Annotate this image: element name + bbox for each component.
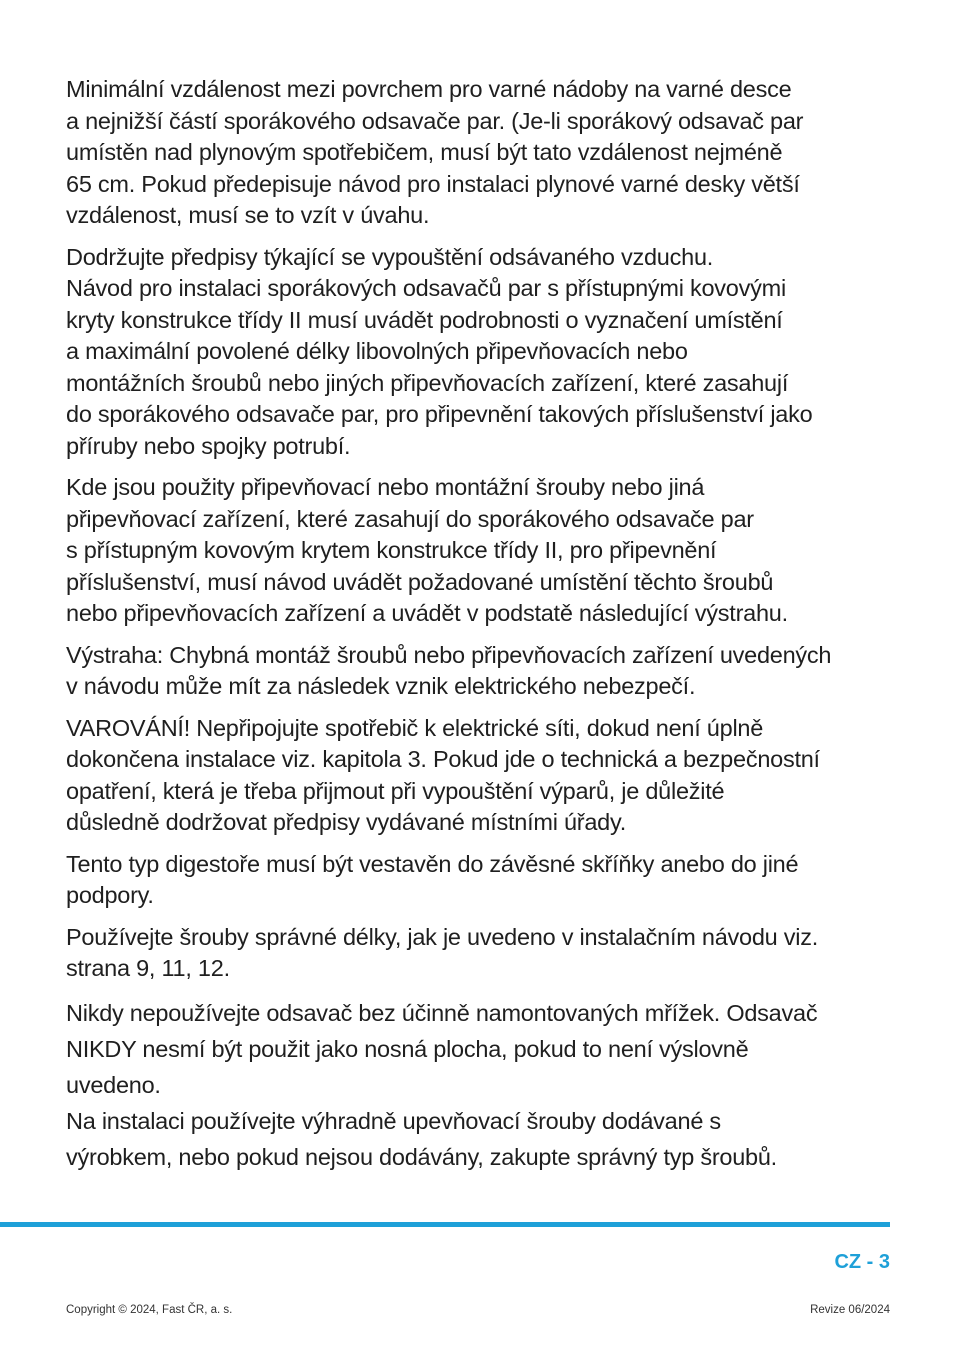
revision-label: Revize 06/2024 <box>810 1304 890 1316</box>
paragraph-warning-electric: Výstraha: Chybná montáž šroubů nebo připevňovacích zařízení uvedených v návodu může mít za následek vznik elektrického nebezpečí. <box>66 641 832 699</box>
paragraph-min-distance: Minimální vzdálenost mezi povrchem pro varné nádoby na varné desce a nejnižší částí sporákového odsavače par. (Je-li sporákový odsavač par umístěn nad plynovým spotřebičem, musí být tato vzdálenost nejméně 65 cm. Pokud předepisuje návod pro instalaci plynové varné desky větší vzdálenost, musí se to vzít v úvahu. <box>66 76 804 228</box>
paragraph-fixing-screws: Kde jsou použity připevňovací nebo montážní šrouby nebo jiná připevňovací zařízení, které zasahují do sporákového odsavače par s přístupným kovovým krytem konstrukce třídy II, pro připevnění příslušenství, musí návod uvádět požadované umístění těchto šroubů nebo připevňovacích zařízení a uvádět v podstatě následující výstrahu. <box>66 474 788 626</box>
paragraph-cabinet-mount: Tento typ digestoře musí být vestavěn do závěsné skříňky anebo do jiné podpory. <box>66 850 799 908</box>
paragraph-screw-length: Používejte šrouby správné délky, jak je uvedeno v instalačním návodu viz. strana 9, 11, 12. <box>66 923 819 981</box>
copyright-notice: Copyright © 2024, Fast ČR, a. s. <box>66 1304 233 1316</box>
footer-divider <box>0 1222 890 1227</box>
document-body <box>66 74 896 1175</box>
paragraph-varovani: VAROVÁNÍ! Nepřipojujte spotřebič k elektrické síti, dokud není úplně dokončena instalace viz. kapitola 3. Pokud jde o technická a bezpečnostní opatření, která je třeba přijmout při vypouštění výparů, je důležité důsledně dodržovat předpisy vydávané místními úřady. <box>66 714 820 835</box>
paragraph-exhaust-rules: Dodržujte předpisy týkající se vypouštění odsávaného vzduchu. Návod pro instalaci sporákových odsavačů par s přístupnými kovovými kryty konstrukce třídy II musí uvádět podrobnosti o vyznačení umístění a maximální povolené délky libovolných připevňovacích nebo montážních šroubů nebo jiných připevňovacích zařízení, které zasahují do sporákového odsavače par, pro připevnění takových příslušenství jako příruby nebo spojky potrubí. <box>66 243 813 459</box>
page-number: CZ - 3 <box>834 1251 890 1273</box>
paragraph-grilles: Nikdy nepoužívejte odsavač bez účinně namontovaných mřížek. Odsavač NIKDY nesmí být použit jako nosná plocha, pokud to není výslovně uvedeno. Na instalaci používejte výhradně upevňovací šrouby dodávané s výrobkem, nebo pokud nejsou dodávány, zakupte správný typ šroubů. <box>66 999 818 1170</box>
